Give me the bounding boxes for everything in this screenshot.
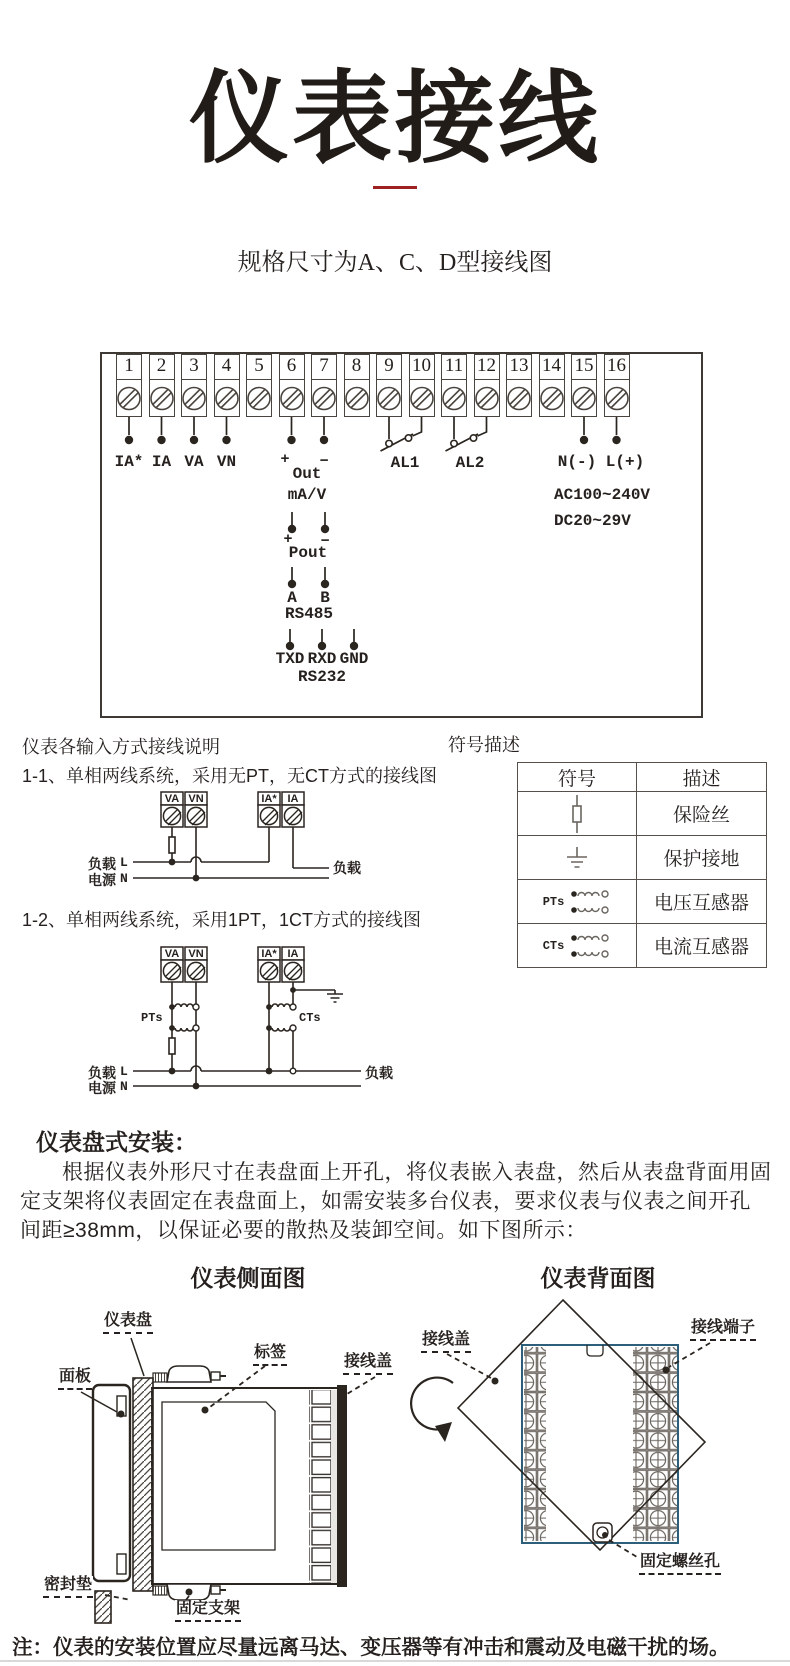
label-mav: mA/V — [287, 486, 327, 504]
label-al2: AL2 — [455, 454, 485, 472]
label-load-right: 负载 — [365, 1065, 393, 1081]
label-rs485-a: A — [287, 589, 297, 607]
diagram-1-2 — [85, 930, 430, 1100]
screw-icon — [376, 380, 402, 417]
label-pout-plus: + — [283, 531, 293, 548]
page-title: 仪表接线 — [189, 63, 601, 175]
label-va: VA — [184, 453, 204, 471]
label-rs485: RS485 — [284, 605, 334, 623]
terminal-cell — [181, 354, 207, 417]
terminal-label-ia: IA — [287, 793, 299, 805]
diagram-1-1-heading: 1-1、单相两线系统，采用无PT，无CT方式的接线图 — [22, 766, 438, 786]
table-row — [518, 791, 766, 835]
diagram-1-2-heading: 1-2、单相两线系统，采用1PT，1CT方式的接线图 — [22, 910, 422, 930]
label-gasket: 密封垫 — [43, 1576, 93, 1598]
label-rs485-b: B — [320, 589, 330, 607]
ground-icon — [518, 836, 637, 879]
terminal-cell — [214, 354, 240, 417]
label-pts: PTs — [141, 1011, 163, 1025]
terminal-label-ia-star: IA* — [261, 793, 277, 805]
screw-icon — [181, 380, 207, 417]
terminal-number: 4 — [214, 354, 240, 380]
terminal-cell — [149, 354, 175, 417]
terminal-number: 6 — [279, 354, 305, 380]
label-cts: CTs — [299, 1011, 321, 1025]
label-rs232: RS232 — [297, 668, 347, 686]
terminal-cell — [474, 354, 500, 417]
terminal-number: 15 — [571, 354, 597, 380]
symbol-table — [517, 762, 767, 968]
transformer-icon — [569, 932, 611, 960]
label-out: Out — [292, 465, 322, 483]
side-view-diagram — [25, 1300, 395, 1640]
terminal-number: 2 — [149, 354, 175, 380]
label-ia-star: IA* — [114, 453, 144, 471]
symbol-desc: 保护接地 — [663, 849, 740, 870]
terminal-number: 7 — [311, 354, 337, 380]
terminal-number: 1 — [116, 354, 142, 380]
label-out-plus: + — [280, 451, 290, 468]
terminal-label-va: VA — [164, 948, 180, 960]
terminal-number: 8 — [344, 354, 370, 380]
terminal-label-ia: IA — [287, 948, 299, 960]
symbol-section-title: 符号描述 — [448, 735, 520, 755]
terminal-cell — [246, 354, 272, 417]
symbol-desc: 电流互感器 — [653, 937, 749, 958]
screw-icon — [149, 380, 175, 417]
back-view-diagram — [405, 1295, 790, 1595]
transformer-icon — [569, 888, 611, 916]
terminal-number: 11 — [441, 354, 467, 380]
terminal-number: 3 — [181, 354, 207, 380]
label-line-n: N — [120, 1079, 128, 1094]
back-view-title: 仪表背面图 — [540, 1266, 656, 1291]
symbol-desc: 保险丝 — [672, 805, 730, 826]
install-heading: 仪表盘式安装： — [36, 1129, 197, 1155]
terminal-cell — [441, 354, 467, 417]
terminal-cell — [116, 354, 142, 417]
table-row — [518, 879, 766, 923]
screw-icon — [506, 380, 532, 417]
label-load-left: 负载 — [88, 856, 116, 872]
terminal-cell — [344, 354, 370, 417]
header-symbol: 符号 — [518, 763, 637, 791]
table-row — [518, 923, 766, 967]
terminal-number: 13 — [506, 354, 532, 380]
screw-icon — [604, 380, 630, 417]
label-gnd: GND — [339, 650, 369, 668]
label-load-right: 负载 — [333, 860, 361, 876]
screw-icon — [214, 380, 240, 417]
terminal-number: 16 — [604, 354, 630, 380]
label-out-minus: − — [319, 453, 329, 470]
diagram-1-1-lines — [85, 788, 425, 896]
label-wiring-cover: 接线盖 — [343, 1353, 393, 1375]
screw-icon — [409, 380, 435, 417]
terminal-cell — [604, 354, 630, 417]
label-power-terminals: N(-) L(+) — [557, 453, 645, 471]
label-source-left: 电源 — [88, 1080, 116, 1096]
label-line-l: L — [120, 1064, 128, 1079]
wiring-section-title: 仪表各输入方式接线说明 — [22, 737, 220, 757]
terminal-wiring-diagram — [100, 352, 703, 718]
diagram-1-1 — [85, 788, 425, 896]
screw-icon — [116, 380, 142, 417]
terminal-number: 14 — [539, 354, 565, 380]
label-load-left: 负载 — [88, 1065, 116, 1081]
label-ac-range: AC100~240V — [554, 486, 651, 504]
screw-icon — [441, 380, 467, 417]
label-screw-hole: 固定螺丝孔 — [639, 1553, 721, 1575]
side-view-title: 仪表侧面图 — [190, 1266, 306, 1291]
label-line-l: L — [120, 855, 128, 870]
terminal-cell — [539, 354, 565, 417]
label-bracket: 固定支架 — [175, 1600, 241, 1622]
label-terminal-block: 接线端子 — [690, 1319, 756, 1341]
terminal-number: 5 — [246, 354, 272, 380]
symbol-desc: 电压互感器 — [653, 893, 749, 914]
screw-icon — [279, 380, 305, 417]
terminal-label-ia-star: IA* — [261, 948, 277, 960]
label-al1: AL1 — [390, 454, 420, 472]
terminal-cell — [376, 354, 402, 417]
page-subtitle: 规格尺寸为A、C、D型接线图 — [237, 250, 553, 276]
terminal-label-vn: VN — [188, 948, 204, 960]
label-pout: Pout — [288, 544, 328, 562]
terminal-cell — [311, 354, 337, 417]
label-txd: TXD — [275, 650, 305, 668]
screw-icon — [539, 380, 565, 417]
terminal-number: 9 — [376, 354, 402, 380]
terminal-cell — [279, 354, 305, 417]
label-front-panel: 面板 — [58, 1368, 92, 1390]
label-tag: 标签 — [253, 1344, 287, 1366]
terminal-number: 12 — [474, 354, 500, 380]
label-line-n: N — [120, 871, 128, 886]
terminal-strip — [116, 354, 630, 417]
terminal-label-va: VA — [164, 793, 180, 805]
bottom-note: 注：仪表的安装位置应尽量远离马达、变压器等有冲击和震动及电磁干扰的场。 — [12, 1636, 730, 1659]
screw-icon — [474, 380, 500, 417]
terminal-cell — [506, 354, 532, 417]
fuse-icon — [518, 792, 637, 835]
header-desc: 描述 — [682, 768, 721, 790]
terminal-cell — [409, 354, 435, 417]
terminal-cell — [571, 354, 597, 417]
terminal-label-vn: VN — [188, 793, 204, 805]
label-rxd: RXD — [307, 650, 337, 668]
install-paragraph: 根据仪表外形尺寸在表盘面上开孔，将仪表嵌入表盘，然后从表盘背面用固定支架将仪表固定在表盘面上，如需安装多台仪表，要求仪表与仪表之间开孔间距≥38mm，以保证必要的散热及装卸空间。如下图所示： — [20, 1161, 772, 1242]
screw-icon — [246, 380, 272, 417]
table-row — [518, 835, 766, 879]
screw-icon — [311, 380, 337, 417]
label-pout-minus: − — [320, 533, 330, 550]
title-divider — [373, 186, 417, 189]
label-instrument-panel: 仪表盘 — [103, 1312, 153, 1334]
label-wiring-cover: 接线盖 — [421, 1331, 471, 1353]
pt-label: PTs — [542, 894, 565, 909]
terminal-number: 10 — [409, 354, 435, 380]
bottom-divider — [0, 1660, 790, 1662]
label-vn: VN — [216, 453, 237, 471]
ct-label: CTs — [542, 938, 565, 953]
label-dc-range: DC20~29V — [554, 512, 631, 530]
screw-icon — [344, 380, 370, 417]
symbol-table-header — [518, 763, 766, 791]
screw-icon — [571, 380, 597, 417]
label-ia: IA — [151, 453, 172, 471]
label-source-left: 电源 — [88, 872, 116, 888]
